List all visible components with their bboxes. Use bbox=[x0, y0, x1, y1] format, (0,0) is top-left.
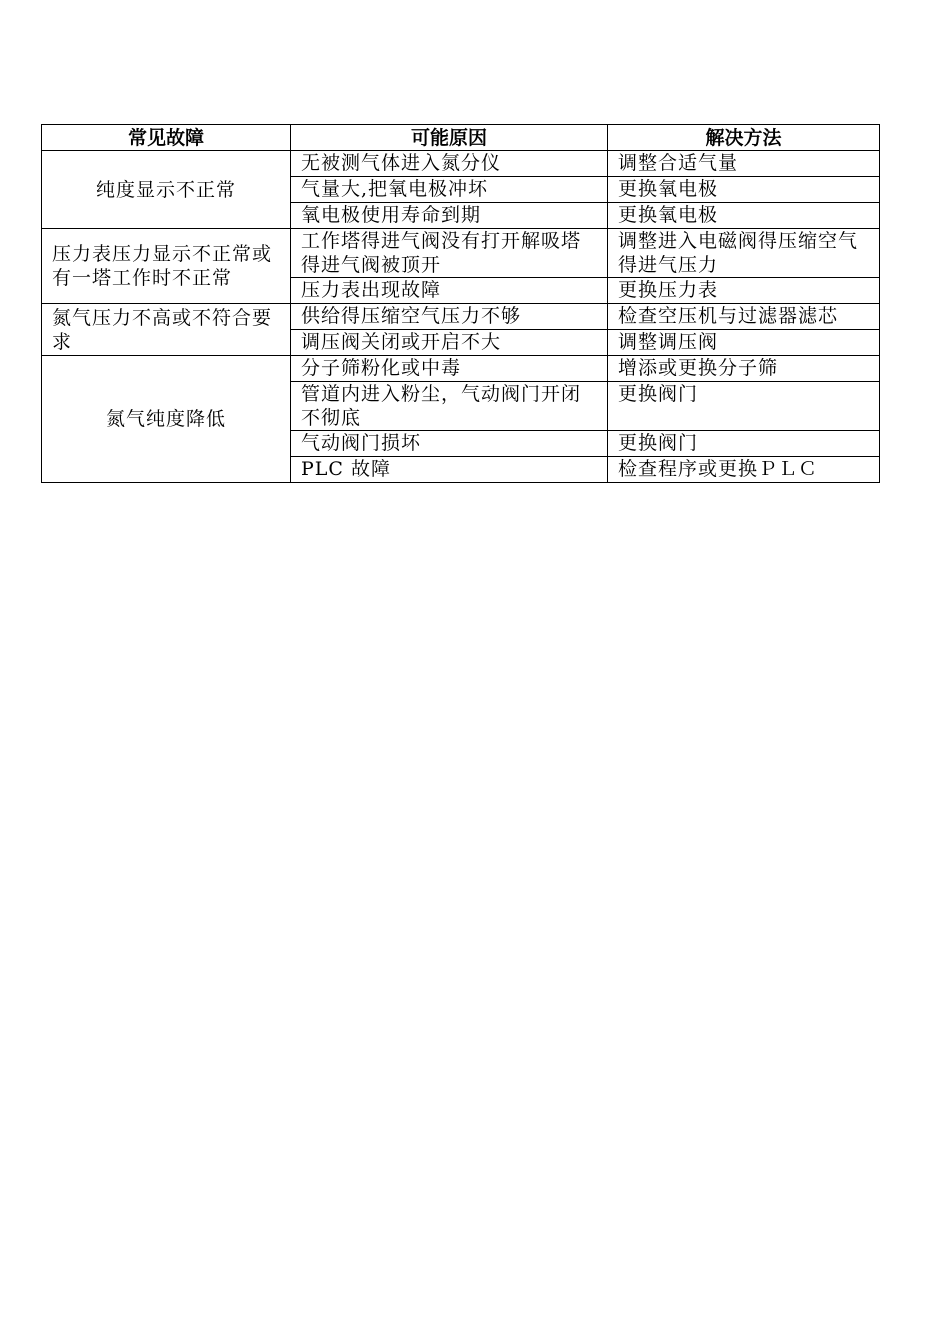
solution-cell: 调整调压阀 bbox=[608, 330, 880, 356]
table-row bbox=[42, 229, 880, 278]
cause-cell: 气量大,把氧电极冲坏 bbox=[291, 177, 608, 203]
solution-cell: 增添或更换分子筛 bbox=[608, 356, 880, 382]
table-header bbox=[42, 125, 880, 151]
solution-cell: 更换氧电极 bbox=[608, 177, 880, 203]
cause-cell: 调压阀关闭或开启不大 bbox=[291, 330, 608, 356]
solution-cell: 更换压力表 bbox=[608, 278, 880, 304]
fault-troubleshooting-table bbox=[41, 124, 880, 483]
solution-cell: 调整进入电磁阀得压缩空气得进气压力 bbox=[608, 229, 880, 278]
solution-cell: 更换阀门 bbox=[608, 431, 880, 457]
header-row bbox=[42, 125, 880, 151]
cause-cell: 供给得压缩空气压力不够 bbox=[291, 304, 608, 330]
cause-cell: 压力表出现故障 bbox=[291, 278, 608, 304]
cause-cell: 无被测气体进入氮分仪 bbox=[291, 151, 608, 177]
header-solution: 解决方法 bbox=[608, 125, 880, 151]
fault-cell: 氮气压力不高或不符合要求 bbox=[42, 304, 291, 356]
cause-cell: 氧电极使用寿命到期 bbox=[291, 203, 608, 229]
table-row bbox=[42, 304, 880, 330]
table-body bbox=[42, 151, 880, 483]
solution-cell: 更换氧电极 bbox=[608, 203, 880, 229]
table-row bbox=[42, 356, 880, 382]
header-fault: 常见故障 bbox=[42, 125, 291, 151]
cause-cell: 分子筛粉化或中毒 bbox=[291, 356, 608, 382]
cause-cell: PLC 故障 bbox=[291, 457, 608, 483]
header-cause: 可能原因 bbox=[291, 125, 608, 151]
cause-cell: 气动阀门损坏 bbox=[291, 431, 608, 457]
solution-cell: 调整合适气量 bbox=[608, 151, 880, 177]
solution-cell: 检查程序或更换ＰＬＣ bbox=[608, 457, 880, 483]
fault-cell: 氮气纯度降低 bbox=[42, 356, 291, 483]
cause-cell: 工作塔得进气阀没有打开解吸塔得进气阀被顶开 bbox=[291, 229, 608, 278]
solution-cell: 更换阀门 bbox=[608, 382, 880, 431]
solution-cell: 检查空压机与过滤器滤芯 bbox=[608, 304, 880, 330]
fault-cell: 压力表压力显示不正常或有一塔工作时不正常 bbox=[42, 229, 291, 304]
table-row bbox=[42, 151, 880, 177]
cause-cell: 管道内进入粉尘，气动阀门开闭不彻底 bbox=[291, 382, 608, 431]
fault-cell: 纯度显示不正常 bbox=[42, 151, 291, 229]
